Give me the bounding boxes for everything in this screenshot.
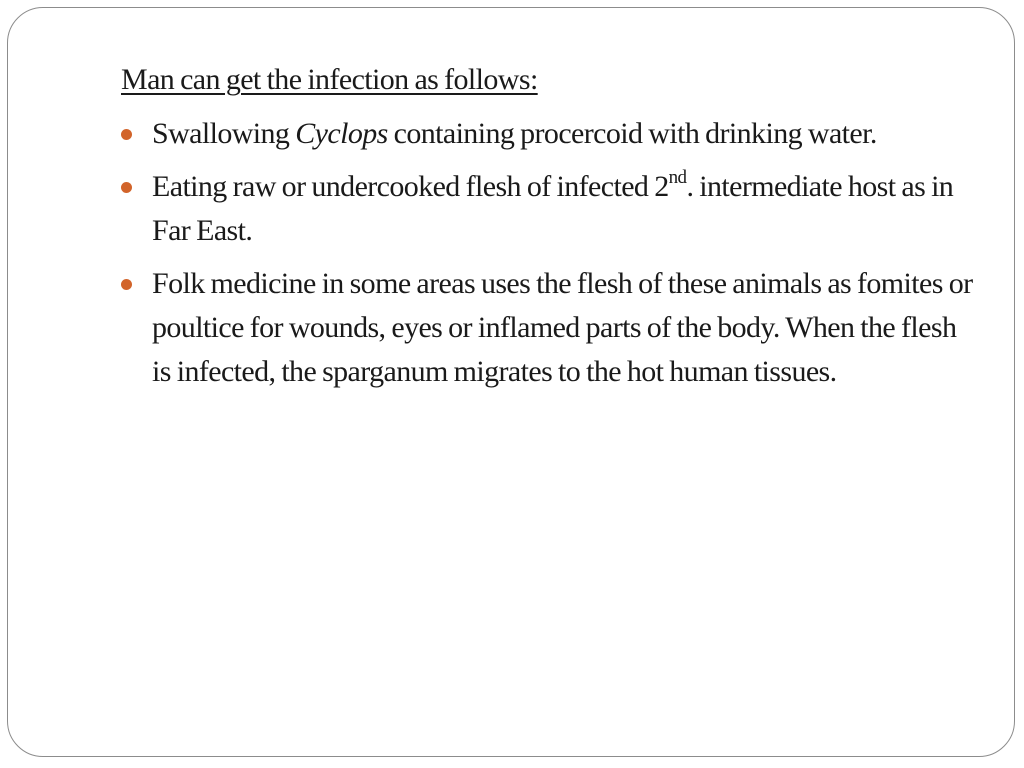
slide-content: [121, 60, 981, 403]
bullet-dot-icon: [121, 182, 132, 193]
bullet-dot-icon: [121, 279, 132, 290]
bullet-item-folk-medicine: [121, 262, 981, 394]
slide-frame: [7, 7, 1015, 757]
bullet-dot-icon: [121, 129, 132, 140]
bullet-text-after: . intermediate host as in Far East.: [152, 170, 954, 247]
bullet-text-before: Eating raw or undercooked flesh of infected 2: [152, 170, 669, 203]
bullet-item-raw-flesh: [121, 165, 981, 253]
bullet-list: [121, 112, 981, 394]
slide-heading: Man can get the infection as follows:: [121, 63, 538, 96]
bullet-text: Folk medicine in some areas uses the flesh of these animals as fomites or poultice for wounds, eyes or inflamed parts of the body. When the flesh is infected, the sparganum migrates to the hot human tissues.: [152, 267, 973, 388]
bullet-item-cyclops: [121, 112, 981, 156]
bullet-text-after: containing procercoid with drinking water.: [387, 117, 877, 150]
bullet-text-before: Swallowing: [152, 117, 296, 150]
bullet-text-italic: Cyclops: [295, 117, 388, 150]
bullet-text-superscript: nd: [668, 167, 687, 188]
